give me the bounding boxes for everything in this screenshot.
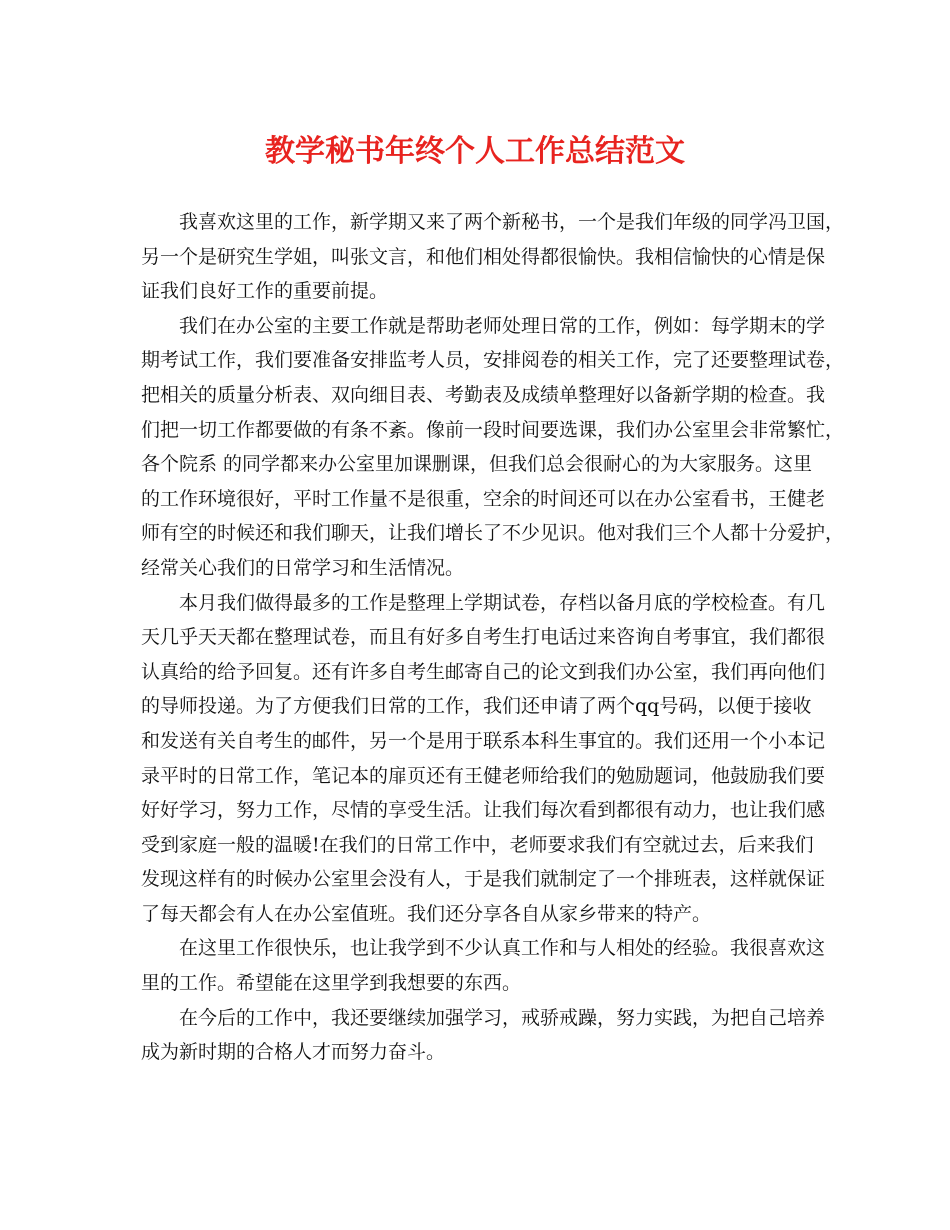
paragraph-line: 在今后的工作中，我还要继续加强学习，戒骄戒躁，努力实践，为把自己培养: [179, 1006, 826, 1029]
paragraph-line: 经常关心我们的日常学习和生活情况。: [141, 556, 465, 579]
paragraph-2: [141, 309, 845, 586]
paragraph-line: 的导师投递。为了方便我们日常的工作，我们还申请了两个qq号码，以便于接收: [141, 695, 812, 718]
paragraph-line: 在这里工作很快乐，也让我学到不少认真工作和与人相处的经验。我很喜欢这: [179, 937, 826, 960]
paragraph-line: 另一个是研究生学姐，叫张文言，和他们相处得都很愉快。我相信愉快的心情是保: [141, 245, 826, 268]
paragraph-line: 了每天都会有人在办公室值班。我们还分享各自从家乡带来的特产。: [141, 902, 712, 925]
paragraph-line: 的工作环境很好，平时工作量不是很重，空余的时间还可以在办公室看书，王健老: [141, 487, 826, 510]
paragraph-line: 天几乎天天都在整理试卷，而且有好多自考生打电话过来咨询自考事宜，我们都很: [141, 626, 826, 649]
paragraph-line: 证我们良好工作的重要前提。: [141, 280, 389, 303]
paragraph-line: 和发送有关自考生的邮件，另一个是用于联系本科生事宜的。我们还用一个小本记: [141, 729, 826, 752]
paragraph-line: 我喜欢这里的工作，新学期又来了两个新秘书，一个是我们年级的同学冯卫国，: [179, 211, 845, 233]
paragraph-1: [141, 205, 845, 309]
paragraph-line: 里的工作。希望能在这里学到我想要的东西。: [141, 972, 522, 995]
paragraph-line: 把相关的质量分析表、双向细目表、考勤表及成绩单整理好以备新学期的检查。我: [141, 383, 826, 406]
paragraph-line: 好好学习，努力工作，尽情的享受生活。让我们每次看到都很有动力，也让我们感: [141, 799, 826, 822]
document-body: [141, 205, 845, 1070]
paragraph-4: [141, 931, 826, 1000]
document-title: 教学秘书年终个人工作总结范文: [265, 134, 685, 169]
paragraph-line: 们把一切工作都要做的有条不紊。像前一段时间要选课，我们办公室里会非常繁忙，: [141, 418, 845, 441]
paragraph-line: 认真给的给予回复。还有许多自考生邮寄自己的论文到我们办公室，我们再向他们: [141, 660, 826, 683]
paragraph-line: 发现这样有的时候办公室里会没有人，于是我们就制定了一个排班表，这样就保证: [141, 868, 826, 891]
paragraph-line: 录平时的日常工作，笔记本的扉页还有王健老师给我们的勉励题词，他鼓励我们要: [141, 764, 826, 787]
paragraph-line: 期考试工作，我们要准备安排监考人员，安排阅卷的相关工作，完了还要整理试卷，: [141, 349, 845, 372]
paragraph-line: 受到家庭一般的温暖!在我们的日常工作中，老师要求我们有空就过去，后来我们: [141, 833, 814, 856]
paragraph-5: [141, 1001, 826, 1070]
paragraph-line: 各个院系 的同学都来办公室里加课删课，但我们总会很耐心的为大家服务。这里: [141, 453, 813, 476]
paragraph-line: 我们在办公室的主要工作就是帮助老师处理日常的工作，例如：每学期末的学: [179, 314, 826, 337]
paragraph-line: 成为新时期的合格人才而努力奋斗。: [141, 1041, 446, 1064]
paragraph-line: 师有空的时候还和我们聊天，让我们增长了不少见识。他对我们三个人都十分爱护，: [141, 522, 845, 545]
paragraph-line: 本月我们做得最多的工作是整理上学期试卷，存档以备月底的学校检查。有几: [179, 591, 826, 614]
paragraph-3: [141, 586, 826, 932]
